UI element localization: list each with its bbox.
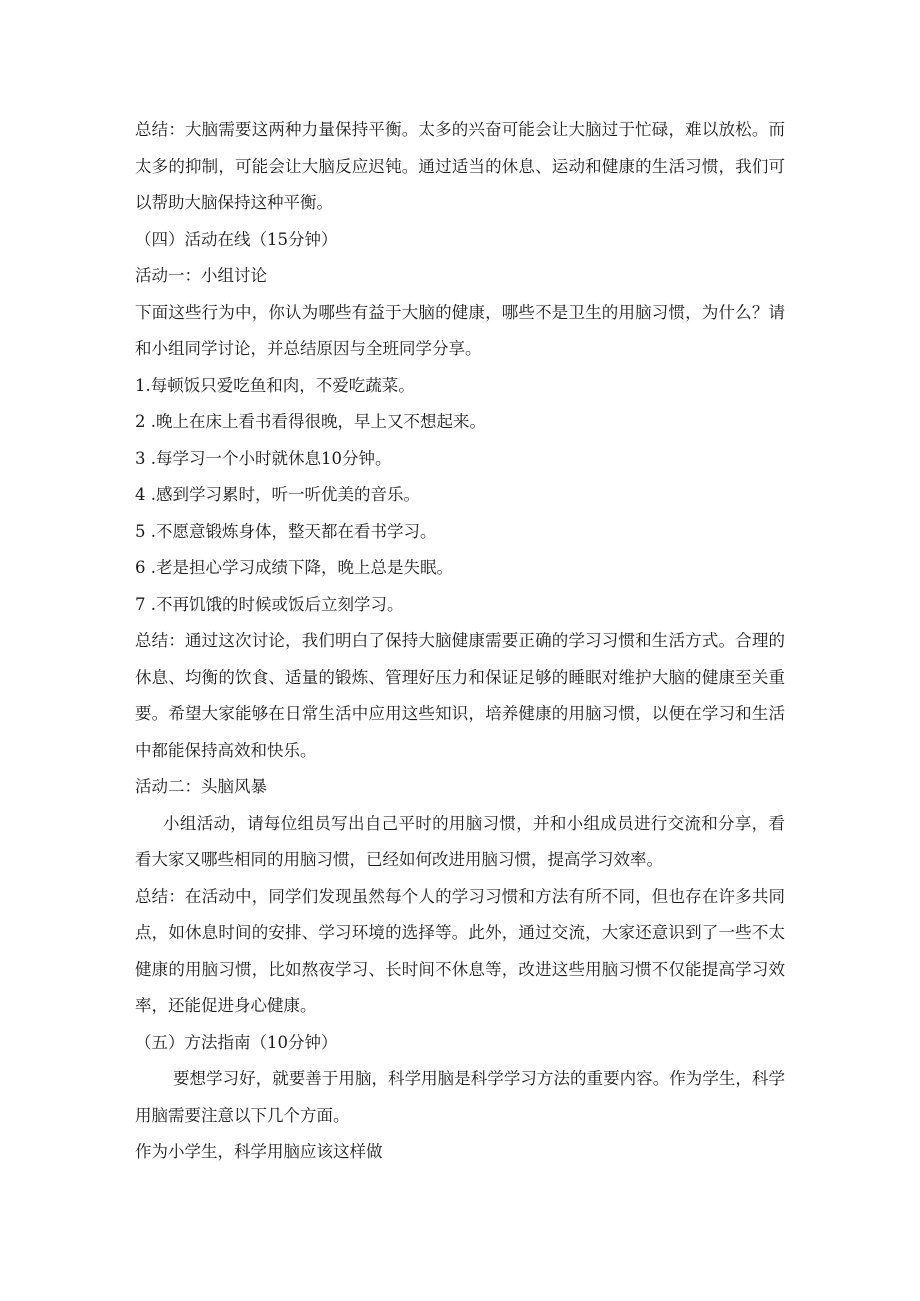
list-item: 5 .不愿意锻炼身体，整天都在看书学习。	[135, 521, 437, 541]
summary-discussion-paragraph: 总结：通过这次讨论，我们明白了保持大脑健康需要正确的学习习惯和生活方式。合理的休息、均衡的饮食、适量的锻炼、管理好压力和保证足够的睡眠对维护大脑的健康至关重要。希望大家能够在日常生活中应用这些知识，培养健康的用脑习惯，以便在学习和生活中都能保持高效和快乐。	[135, 631, 785, 760]
section-heading-method-guide: （五）方法指南（10分钟）	[135, 1032, 338, 1052]
list-item: 6 .老是担心学习成绩下降，晚上总是失眠。	[135, 558, 453, 577]
document-body	[135, 112, 785, 1171]
activity-two-title: 活动二：头脑风暴	[135, 777, 267, 796]
activity-two-instruction: 小组活动，请每位组员写出自己平时的用脑习惯，并和小组成员进行交流和分享，看看大家又哪些相同的用脑习惯，已经如何改进用脑习惯，提高学习效率。	[135, 813, 785, 869]
list-item: 4 .感到学习累时，听一听优美的音乐。	[135, 485, 420, 504]
list-item: 2 .晚上在床上看书看得很晚，早上又不想起来。	[135, 412, 486, 431]
list-item: 7 .不再饥饿的时候或饭后立刻学习。	[135, 594, 404, 614]
summary-balance-paragraph: 总结：大脑需要这两种力量保持平衡。太多的兴奋可能会让大脑过于忙碌，难以放松。而太多的抑制，可能会让大脑反应迟钝。通过适当的休息、运动和健康的生活习惯，我们可以帮助大脑保持这种平衡。	[135, 120, 785, 212]
activity-one-title: 活动一：小组讨论	[135, 266, 267, 285]
section-heading-activities: （四）活动在线（15分钟）	[135, 229, 338, 249]
method-guide-paragraph: 要想学习好，就要善于用脑，科学用脑是科学学习方法的重要内容。作为学生，科学用脑需要注意以下几个方面。	[135, 1069, 785, 1125]
activity-one-instruction: 下面这些行为中，你认为哪些有益于大脑的健康，哪些不是卫生的用脑习惯，为什么？请和小组同学讨论，并总结原因与全班同学分享。	[135, 302, 785, 358]
summary-brainstorm-paragraph: 总结：在活动中，同学们发现虽然每个人的学习习惯和方法有所不同，但也存在许多共同点，如休息时间的安排、学习环境的选择等。此外，通过交流，大家还意识到了一些不太健康的用脑习惯，比如熬夜学习、长时间不休息等，改进这些用脑习惯不仅能提高学习效率，还能促进身心健康。	[135, 886, 785, 1015]
list-item: 1.每顿饭只爱吃鱼和肉，不爱吃蔬菜。	[135, 375, 415, 395]
closing-line: 作为小学生，科学用脑应该这样做	[135, 1142, 383, 1161]
list-item: 3 .每学习一个小时就休息10分钟。	[135, 448, 392, 468]
